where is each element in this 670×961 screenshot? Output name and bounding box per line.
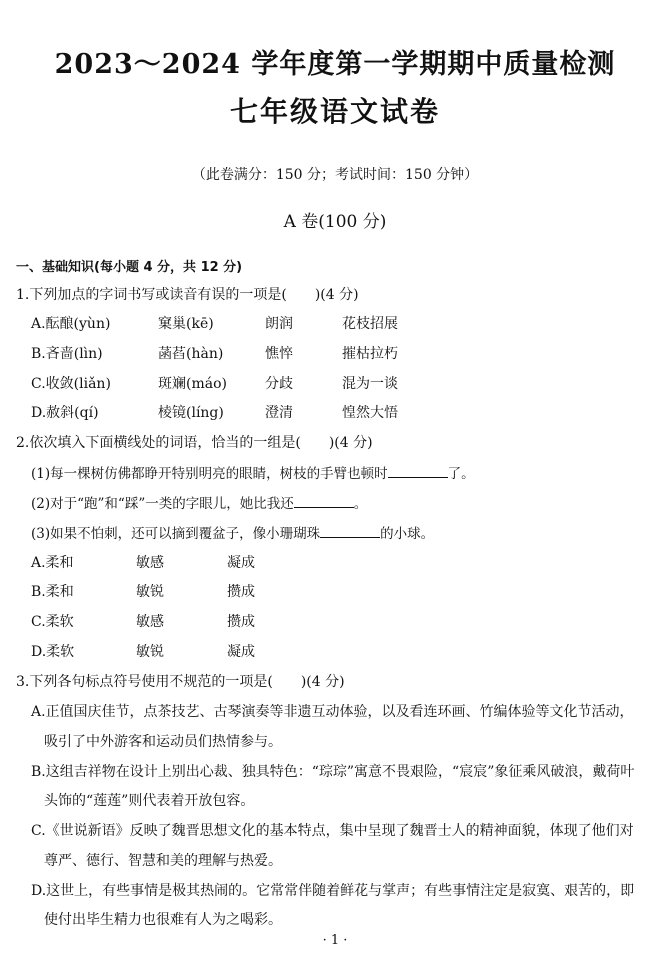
q2-sub-2-end: 。	[353, 496, 368, 512]
q1-option-d-3: 澄清	[265, 405, 293, 421]
q2-sub-3	[31, 522, 434, 542]
part-title: A 卷(100 分)	[283, 212, 387, 232]
q1-option-c-2: 斑斓(máo)	[158, 376, 227, 392]
q1-option-b-1: B.吝啬(lìn)	[31, 346, 103, 362]
question-3-stem: 3.下列各句标点符号使用不规范的一项是( )(4 分)	[16, 674, 345, 690]
page-number: · 1 ·	[322, 933, 348, 948]
q2-option-a-3: 凝成	[227, 555, 255, 571]
q2-option-d-3: 凝成	[227, 644, 255, 660]
q1-option-b-2: 菡萏(hàn)	[158, 346, 224, 362]
q2-sub-2-text: (2)对于“跑”和“踩”一类的字眼儿，她比我还	[31, 496, 294, 512]
q2-option-b-3: 攒成	[227, 584, 255, 600]
q2-sub-1-end: 了。	[447, 466, 475, 482]
question-2-stem: 2.依次填入下面横线处的词语，恰当的一组是( )(4 分)	[16, 435, 373, 451]
q2-sub-2	[31, 492, 367, 512]
exam-subtitle: 七年级语文试卷	[229, 95, 440, 128]
answer-blank	[294, 495, 354, 508]
exam-info: （此卷满分：150 分；考试时间：150 分钟）	[191, 167, 479, 183]
answer-blank	[320, 525, 380, 538]
exam-title: 2023～2024 学年度第一学期期中质量检测	[54, 49, 616, 80]
section-title: 一、基础知识(每小题 4 分，共 12 分)	[16, 260, 243, 275]
q1-option-a-1: A.酝酿(yùn)	[31, 316, 111, 332]
q1-option-a-2: 窠巢(kē)	[158, 316, 214, 332]
q2-option-c-2: 敏感	[136, 614, 164, 630]
q2-option-c-3: 攒成	[227, 614, 255, 630]
q1-option-c-4: 混为一谈	[342, 376, 398, 392]
q1-option-b-4: 摧枯拉朽	[342, 346, 398, 362]
q1-option-d-2: 棱镜(líng)	[158, 405, 224, 421]
q1-option-d-1: D.赦斜(qí)	[31, 405, 99, 421]
question-1-stem: 1.下列加点的字词书写或读音有误的一项是( )(4 分)	[16, 287, 359, 303]
q3-option-b-line-2: 头饰的“莲莲”则代表着开放包容。	[44, 793, 255, 809]
q3-option-d-line-1: D.这世上，有些事情是极其热闹的。它常常伴随着鲜花与掌声；有些事情注定是寂寞、艰苦的，即	[31, 883, 635, 899]
q2-option-a-2: 敏感	[136, 555, 164, 571]
q2-option-a-1: A.柔和	[31, 555, 74, 571]
q2-option-d-1: D.柔软	[31, 644, 75, 660]
q1-option-d-4: 惶然大悟	[342, 405, 398, 421]
q2-sub-1-text: (1)每一棵树仿佛都睁开特别明亮的眼睛，树枝的手臂也顿时	[31, 466, 388, 482]
q1-option-c-1: C.收敛(liǎn)	[31, 376, 111, 392]
answer-blank	[388, 465, 448, 478]
q1-option-b-3: 憔悴	[265, 346, 293, 362]
q3-option-d-line-2: 使付出毕生精力也很难有人为之喝彩。	[44, 912, 282, 928]
q2-sub-3-end: 的小球。	[380, 526, 435, 542]
q3-option-a-line-2: 吸引了中外游客和运动员们热情参与。	[44, 734, 282, 750]
q1-option-c-3: 分歧	[265, 376, 293, 392]
q3-option-c-line-2: 尊严、德行、智慧和美的理解与热爱。	[44, 853, 282, 869]
q1-option-a-3: 朗润	[265, 316, 293, 332]
q2-option-c-1: C.柔软	[31, 614, 74, 630]
q3-option-a-line-1: A.正值国庆佳节，点茶技艺、古琴演奏等非遗互动体验，以及看连环画、竹编体验等文化节活动，	[31, 704, 634, 720]
q2-option-b-2: 敏锐	[136, 584, 164, 600]
q2-sub-3-text: (3)如果不怕刺，还可以摘到覆盆子，像小珊瑚珠	[31, 526, 321, 542]
q1-option-a-4: 花枝招展	[342, 316, 398, 332]
q2-option-b-1: B.柔和	[31, 584, 74, 600]
q3-option-b-line-1: B.这组吉祥物在设计上别出心裁、独具特色：“琮琮”寓意不畏艰险，“宸宸”象征乘风破浪，戴荷叶	[31, 764, 635, 780]
q2-sub-1	[31, 462, 475, 482]
q3-option-c-line-1: C.《世说新语》反映了魏晋思想文化的基本特点，集中呈现了魏晋士人的精神面貌，体现了他们对	[31, 823, 634, 839]
q2-option-d-2: 敏锐	[136, 644, 164, 660]
